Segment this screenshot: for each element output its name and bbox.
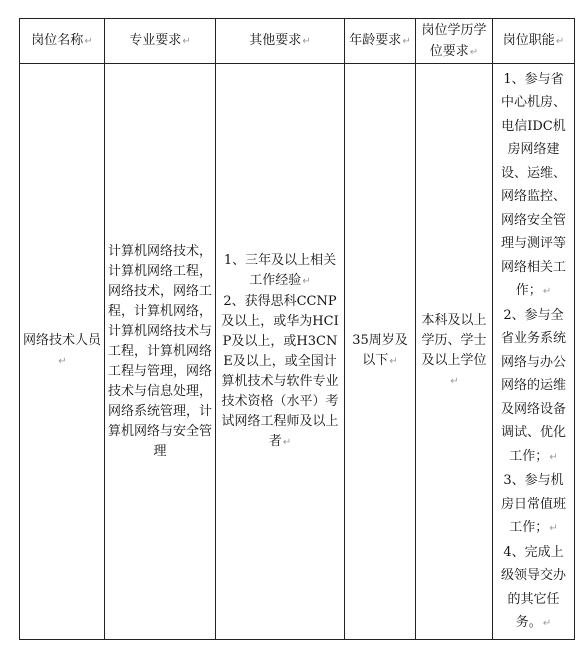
table-row xyxy=(20,64,575,640)
major-requirement-cell: 计算机网络技术，计算机网络工程，网络技术，网络工程，计算机网络，计算机网络技术与工程，计算机网络工程与管理，网络技术与信息处理，网络系统管理，计算机网络与安全管理 xyxy=(105,64,216,640)
position-name-cell: 网络技术人员↵ xyxy=(20,64,105,640)
other-requirement-item: 2、获得思科CCNP及以上，或华为HCIP及以上，或H3CNE及以上，或全国计算机技术与软件专业技术资格（水平）考试网络工程师及以上者↵ xyxy=(221,293,339,449)
job-duties-cell xyxy=(493,64,575,640)
age-requirement-cell: 35周岁及以下↵ xyxy=(345,64,416,640)
header-cell: 岗位职能↵ xyxy=(493,19,575,64)
header-cell: 年龄要求↵ xyxy=(345,19,416,64)
header-cell: 岗位名称↵ xyxy=(20,19,105,64)
job-requirements-table xyxy=(19,18,575,640)
duty-item: 4、完成上级领导交办的其它任务。↵ xyxy=(500,544,566,630)
header-row xyxy=(20,19,575,64)
header-cell: 专业要求↵ xyxy=(105,19,216,64)
other-requirement-item: 1、三年及以上相关工作经验↵ xyxy=(223,252,337,288)
duty-item: 2、参与全省业务系统网络与办公网络的运维及网络设备调试、优化工作；↵ xyxy=(500,307,566,464)
other-requirement-cell xyxy=(216,64,345,640)
header-cell: 岗位学历学位要求↵ xyxy=(416,19,493,64)
degree-requirement-cell: 本科及以上学历、学士及以上学位↵ xyxy=(416,64,493,640)
header-cell: 其他要求↵ xyxy=(216,19,345,64)
duty-item: 3、参与机房日常值班工作；↵ xyxy=(500,473,566,535)
duty-item: 1、参与省中心机房、电信IDC机房网络建设、运维、网络监控、网络安全管理与测评等网络相关工作；↵ xyxy=(500,71,566,298)
